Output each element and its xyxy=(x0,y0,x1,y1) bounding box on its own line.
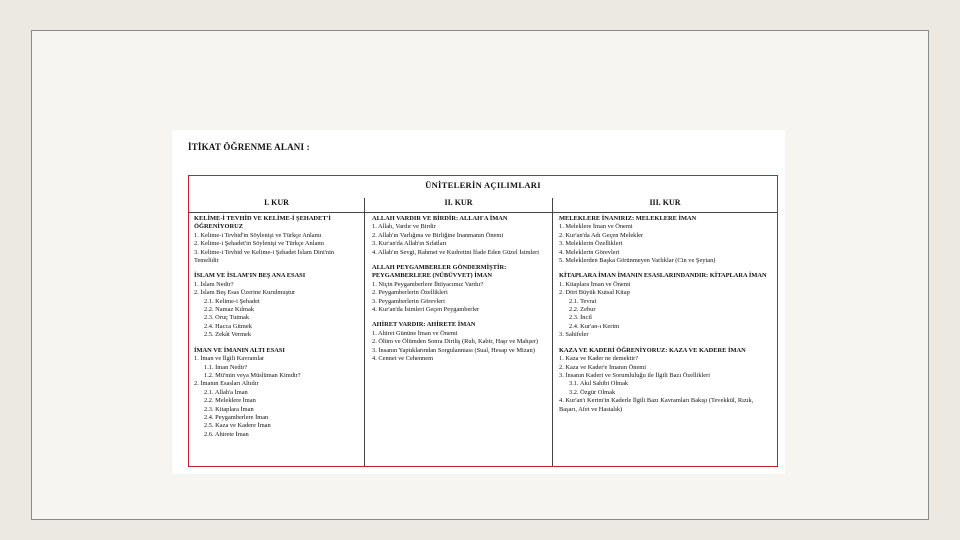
list-item: 3. İnsanın Kaderi ve Sorumluluğu ile İlgili Bazı Özellikleri xyxy=(559,371,711,379)
list-item: 2. Kaza ve Kader'e İmanın Önemi xyxy=(559,363,647,371)
sub-list-item: 2.3. Oruç Tutmak xyxy=(204,314,250,322)
sub-list-item: 2.1. Tevrat xyxy=(569,297,597,305)
unit-section xyxy=(372,264,550,314)
section-title: KELİME-İ TEVHİD VE KELİME-İ ŞEHADET'İ ÖĞRENİYORUZ xyxy=(194,215,331,231)
column-header-2: II. KUR xyxy=(444,198,473,207)
list-item: 2. Dört Büyük Kutsal Kitap xyxy=(559,289,630,297)
sub-list-item: 2.4. Hacca Gitmek xyxy=(204,322,252,330)
column-2-content xyxy=(372,215,550,364)
column-divider-1 xyxy=(364,198,365,466)
list-item: 1. Allah, Vardır ve Birdir xyxy=(372,223,436,231)
sub-list-item: 3.1. Akıl Sahibi Olmak xyxy=(569,380,629,388)
list-item: 2. Ölüm ve Ölümden Sonra Diriliş (Ruh, Kabir, Haşr ve Mahşer) xyxy=(372,338,539,346)
sub-list-item: 2.1. Allah'a İman xyxy=(204,388,248,396)
section-title: AHİRET VARDIR: AHİRETE İMAN xyxy=(372,321,476,329)
sub-list-item: 2.3. Kitaplara İman xyxy=(204,405,254,413)
list-item: 1. Ahiret Gününe İman ve Önemi xyxy=(372,329,458,337)
sub-list-item: 2.5. Zekât Vermek xyxy=(204,331,252,339)
section-title: KAZA VE KADERİ ÖĞRENİYORUZ: KAZA VE KADERE İMAN xyxy=(559,346,746,354)
list-item: 5. Meleklerden Başka Görünmeyen Varlıklar (Cin ve Şeytan) xyxy=(559,257,716,265)
sub-list-item: 2.4. Peygamberlere İman xyxy=(204,413,269,421)
list-item: 2. Peygamberlerin Özellikleri xyxy=(372,289,448,297)
sub-list-item: 2.6. Ahirete İman xyxy=(204,430,249,438)
list-item: 1. İman ve İlgili Kavramlar xyxy=(194,355,265,363)
table-title: ÜNİTELERİN AÇILIMLARI xyxy=(425,180,541,190)
list-item: 1. Meleklere İman ve Önemi xyxy=(559,223,633,231)
list-item: 1. Kitaplara İman ve Önemi xyxy=(559,280,631,288)
list-item: 3. Sahifeler xyxy=(559,331,589,339)
section-gap xyxy=(559,340,771,347)
section-gap xyxy=(559,265,771,272)
section-gap xyxy=(194,265,354,272)
list-item: 2. Kelime-i Şehadet'in Söylenişi ve Türkçe Anlamı xyxy=(194,240,325,248)
list-item: 4. Kur'an'da İsimleri Geçen Peygamberler xyxy=(372,306,480,314)
list-item: 1. Kelime-i Tevhid'in Söylenişi ve Türkçe Anlamı xyxy=(194,231,322,239)
sub-list-item: 2.5. Kaza ve Kadere İman xyxy=(204,422,271,430)
unit-section xyxy=(194,272,354,339)
section-title: MELEKLERE İNANIRIZ: MELEKLERE İMAN xyxy=(559,215,697,222)
units-table xyxy=(188,175,778,467)
section-title: İMAN VE İMANIN ALTI ESASI xyxy=(194,346,285,354)
list-item: 1. Niçin Peygamberlere İhtiyacımız Vardır? xyxy=(372,280,484,288)
document-image xyxy=(172,130,785,474)
column-3-content xyxy=(559,215,771,414)
list-item: 1. İslam Nedir? xyxy=(194,280,234,288)
sub-list-item: 1.1. İman Nedir? xyxy=(204,363,248,371)
list-item: 2. İslam Beş Esas Üzerine Kurulmuştur xyxy=(194,289,296,297)
unit-section xyxy=(559,272,771,339)
list-item: 2. İmanın Esasları Altıdır xyxy=(194,380,259,388)
list-item: 1. Kaza ve Kader ne demektir? xyxy=(559,355,639,363)
sub-list-item: 2.2. Meleklere İman xyxy=(204,397,256,405)
sub-list-item: 1.2. Mü'min veya Müslüman Kimdir? xyxy=(204,371,301,379)
column-header-1: I. KUR xyxy=(264,198,289,207)
list-item: 3. Peygamberlerin Görevleri xyxy=(372,297,445,305)
section-title: ALLAH VARDIR VE BİRDİR: ALLAH'A İMAN xyxy=(372,215,508,222)
unit-section xyxy=(194,347,354,439)
section-title: İSLAM VE İSLAM'IN BEŞ ANA ESASI xyxy=(194,272,306,280)
unit-section xyxy=(559,215,771,265)
unit-section xyxy=(194,215,354,265)
list-item: 2. Allah'ın Varlığına ve Birliğine İnanmanın Önemi xyxy=(372,231,504,239)
column-1-content xyxy=(194,215,354,439)
unit-section xyxy=(372,215,550,257)
sub-list-item: 2.3. İncil xyxy=(569,314,592,322)
list-item: 4. Allah'ın Sevgi, Rahmet ve Kudretini İfade Eden Güzel İsimleri xyxy=(372,248,540,256)
unit-section xyxy=(372,321,550,363)
section-gap xyxy=(194,340,354,347)
section-title: KİTAPLARA İMAN İMANIN ESASLARINDANDIR: KİTAPLARA İMAN xyxy=(559,272,767,280)
sub-list-item: 2.4. Kur'an-ı Kerim xyxy=(569,322,620,330)
list-item: 4. Cennet ve Cehennem xyxy=(372,355,434,363)
column-divider-2 xyxy=(552,198,553,466)
list-item: 4. Meleklerin Görevleri xyxy=(559,248,620,256)
list-item: 2. Kur'an'da Adı Geçen Melekler xyxy=(559,231,644,239)
list-item: 3. İnsanın Yaptıklarından Sorgulanması (Sual, Hesap ve Mizan) xyxy=(372,346,535,354)
list-item: 3. Kelime-i Tevhid ve Kelime-i Şehadet İslam Dini'nin Temelidir xyxy=(194,248,335,265)
unit-section xyxy=(559,347,771,414)
column-header-3: III. KUR xyxy=(649,198,681,207)
sub-list-item: 2.2. Zebur xyxy=(569,306,596,314)
section-gap xyxy=(372,314,550,321)
document-heading: İTİKAT ÖĞRENME ALANI : xyxy=(188,142,310,152)
section-gap xyxy=(372,257,550,264)
list-item: 3. Kur'an'da Allah'ın Sıfatları xyxy=(372,240,447,248)
sub-list-item: 2.1. Kelime-i Şehadet xyxy=(204,297,260,305)
section-title: ALLAH PEYGAMBERLER GÖNDERMİŞTİR: PEYGAMBERLERE (NÜBÜVVET) İMAN xyxy=(372,264,507,280)
list-item: 4. Kur'an'ı Kerim'in Kaderle İlgili Bazı Kavramları Bakışı (Tevekkül, Rızık, Başarı, Afet ve Hastalık) xyxy=(559,397,754,413)
list-item: 3. Meleklerin Özellikleri xyxy=(559,240,623,248)
sub-list-item: 2.2. Namaz Kılmak xyxy=(204,306,255,314)
header-divider xyxy=(189,212,777,213)
sub-list-item: 3.2. Özgür Olmak xyxy=(569,388,616,396)
